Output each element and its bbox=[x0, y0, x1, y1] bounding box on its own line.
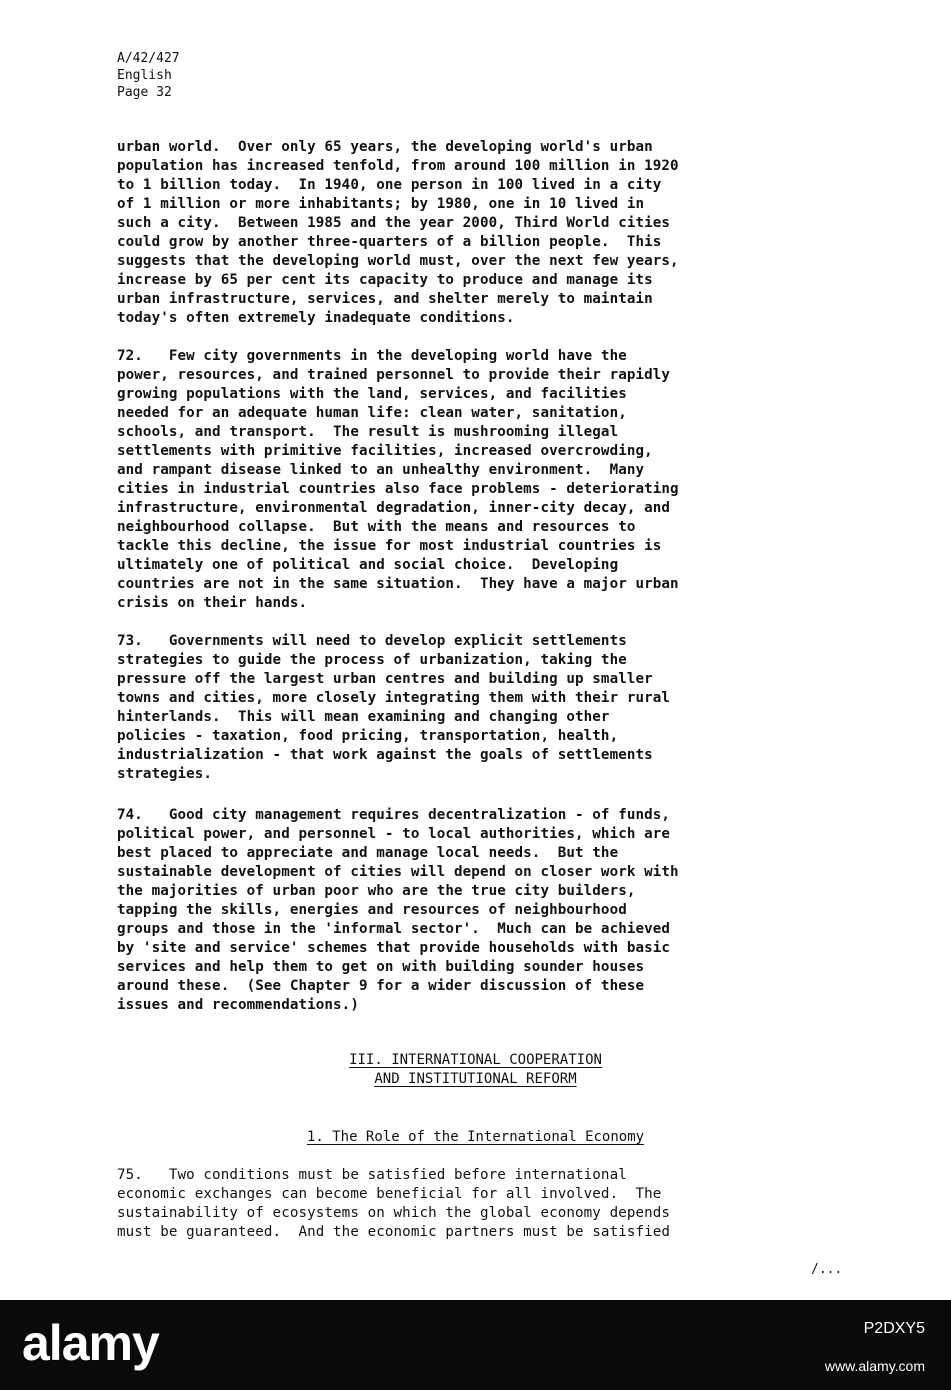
text-line: tapping the skills, energies and resources of neighbourhood bbox=[117, 902, 627, 918]
text-line: such a city. Between 1985 and the year 2000, Third World cities bbox=[117, 215, 671, 231]
doc-symbol: A/42/427 bbox=[117, 51, 180, 66]
alamy-logo: alamy bbox=[22, 1315, 159, 1371]
text-line: 74. Good city management requires decentralization - of funds, bbox=[117, 807, 671, 823]
section-heading-text-1: III. INTERNATIONAL COOPERATION bbox=[349, 1052, 602, 1068]
text-line: could grow by another three-quarters of a billion people. This bbox=[117, 234, 662, 250]
text-line: towns and cities, more closely integrating them with their rural bbox=[117, 690, 671, 706]
footer-url: www.alamy.com bbox=[824, 1358, 925, 1374]
subsection-heading-text: 1. The Role of the International Economy bbox=[306, 1129, 645, 1145]
text-line: power, resources, and trained personnel to provide their rapidly bbox=[117, 367, 671, 383]
text-line: strategies to guide the process of urbanization, taking the bbox=[117, 652, 627, 668]
text-line: settlements with primitive facilities, increased overcrowding, bbox=[117, 443, 653, 459]
page-number: Page 32 bbox=[117, 85, 172, 100]
doc-language: English bbox=[117, 68, 172, 83]
text-line: 73. Governments will need to develop explicit settlements bbox=[117, 633, 627, 649]
paragraph-73 bbox=[117, 632, 877, 784]
text-line: strategies. bbox=[117, 766, 213, 782]
section-heading-text-2: AND INSTITUTIONAL REFORM bbox=[374, 1071, 577, 1087]
text-line: increase by 65 per cent its capacity to produce and manage its bbox=[117, 272, 653, 288]
text-line: pressure off the largest urban centres and building up smaller bbox=[117, 671, 653, 687]
paragraph-74 bbox=[117, 806, 877, 1015]
text-line: 75. Two conditions must be satisfied before international bbox=[117, 1167, 627, 1183]
text-line: infrastructure, environmental degradation, inner-city decay, and bbox=[117, 500, 671, 516]
text-line: cities in industrial countries also face problems - deteriorating bbox=[117, 481, 679, 497]
text-line: urban world. Over only 65 years, the developing world's urban bbox=[117, 139, 653, 155]
text-line: the majorities of urban poor who are the true city builders, bbox=[117, 883, 636, 899]
continuation-mark: /... bbox=[811, 1262, 843, 1277]
text-line: today's often extremely inadequate conditions. bbox=[117, 310, 515, 326]
text-line: political power, and personnel - to local authorities, which are bbox=[117, 826, 671, 842]
text-line: services and help them to get on with building sounder houses bbox=[117, 959, 645, 975]
text-line: by 'site and service' schemes that provide households with basic bbox=[117, 940, 671, 956]
text-line: needed for an adequate human life: clean water, sanitation, bbox=[117, 405, 627, 421]
text-line: economic exchanges can become beneficial for all involved. The bbox=[117, 1186, 662, 1202]
text-line: policies - taxation, food pricing, transportation, health, bbox=[117, 728, 619, 744]
text-line: around these. (See Chapter 9 for a wider discussion of these bbox=[117, 978, 645, 994]
paragraph-72 bbox=[117, 347, 877, 613]
text-line: industrialization - that work against the goals of settlements bbox=[117, 747, 653, 763]
text-line: sustainable development of cities will depend on closer work with bbox=[117, 864, 679, 880]
text-line: growing populations with the land, services, and facilities bbox=[117, 386, 627, 402]
section-heading-line-2 bbox=[0, 1070, 951, 1089]
image-id: P2DXY5 bbox=[863, 1320, 925, 1337]
text-line: to 1 billion today. In 1940, one person in 100 lived in a city bbox=[117, 177, 662, 193]
text-line: of 1 million or more inhabitants; by 1980, one in 10 lived in bbox=[117, 196, 645, 212]
text-line: crisis on their hands. bbox=[117, 595, 308, 611]
text-line: countries are not in the same situation. They have a major urban bbox=[117, 576, 679, 592]
paragraph-71-continuation bbox=[117, 138, 877, 328]
document-header bbox=[117, 50, 180, 101]
watermark-footer bbox=[0, 1300, 951, 1390]
text-line: urban infrastructure, services, and shelter merely to maintain bbox=[117, 291, 653, 307]
text-line: population has increased tenfold, from around 100 million in 1920 bbox=[117, 158, 679, 174]
text-line: 72. Few city governments in the developing world have the bbox=[117, 348, 627, 364]
text-line: and rampant disease linked to an unhealthy environment. Many bbox=[117, 462, 645, 478]
text-line: neighbourhood collapse. But with the means and resources to bbox=[117, 519, 636, 535]
paragraph-75 bbox=[117, 1166, 877, 1242]
text-line: suggests that the developing world must, over the next few years, bbox=[117, 253, 679, 269]
text-line: ultimately one of political and social choice. Developing bbox=[117, 557, 619, 573]
text-line: must be guaranteed. And the economic partners must be satisfied bbox=[117, 1224, 671, 1240]
section-heading-line-1 bbox=[0, 1051, 951, 1070]
text-line: schools, and transport. The result is mushrooming illegal bbox=[117, 424, 619, 440]
text-line: tackle this decline, the issue for most industrial countries is bbox=[117, 538, 662, 554]
text-line: issues and recommendations.) bbox=[117, 997, 359, 1013]
subsection-heading bbox=[0, 1128, 951, 1147]
text-line: best placed to appreciate and manage local needs. But the bbox=[117, 845, 619, 861]
text-line: groups and those in the 'informal sector'. Much can be achieved bbox=[117, 921, 671, 937]
text-line: sustainability of ecosystems on which the global economy depends bbox=[117, 1205, 671, 1221]
text-line: hinterlands. This will mean examining and changing other bbox=[117, 709, 610, 725]
